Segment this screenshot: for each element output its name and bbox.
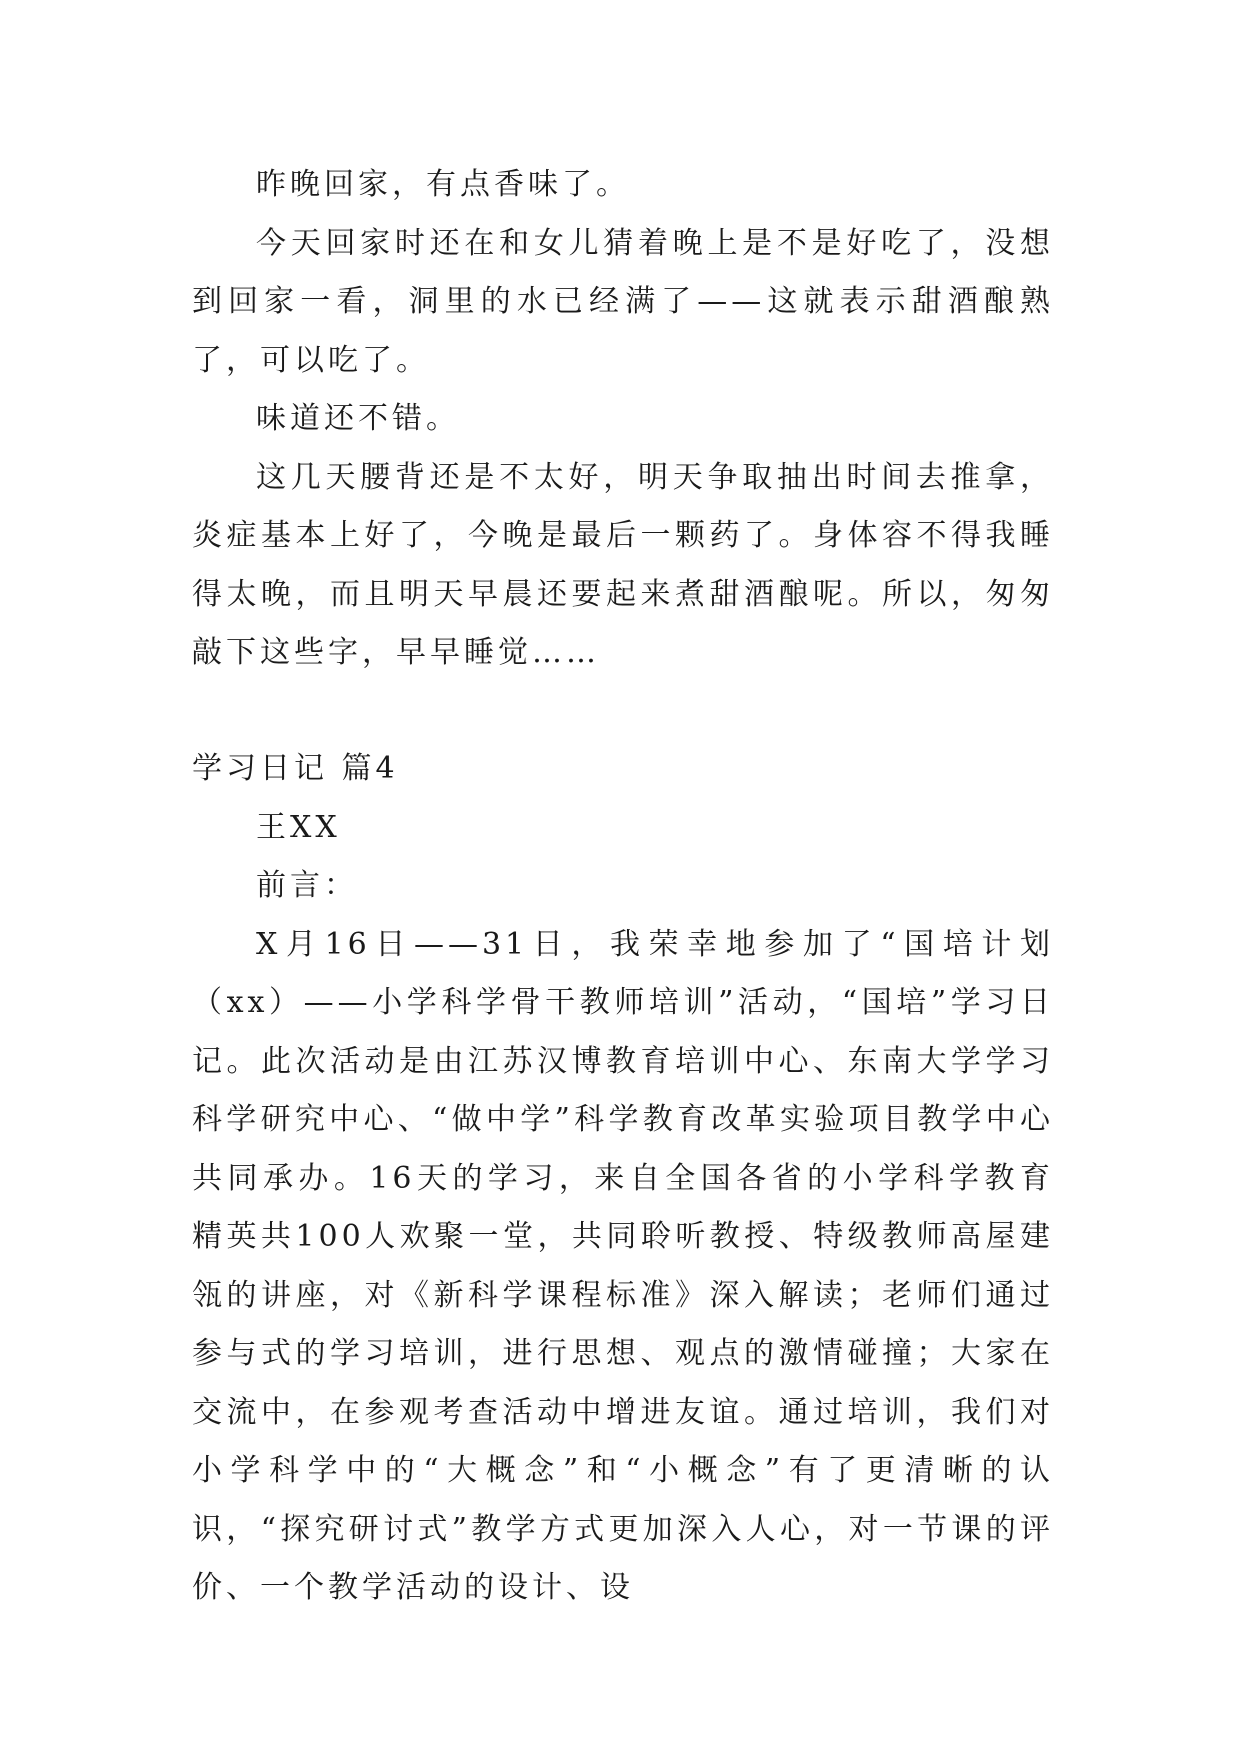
section-heading: 学习日记 篇4 — [192, 751, 399, 786]
paragraph: 这几天腰背还是不太好，明天争取抽出时间去推拿，炎症基本上好了，今晚是最后一颗药了。身体容不得我睡得太晚，而且明天早晨还要起来煮甜酒酿呢。所以，匆匆敲下这些字，早早睡觉…… — [192, 459, 1054, 670]
author-name: 王XX — [256, 809, 341, 845]
preface-label: 前言： — [256, 868, 358, 903]
diary-entry-text — [192, 156, 1054, 683]
study-diary-section — [192, 740, 1054, 1618]
paragraph: 今天回家时还在和女儿猜着晚上是不是好吃了，没想到回家一看，洞里的水已经满了——这就表示甜酒酿熟了，可以吃了。 — [192, 225, 1054, 378]
body-paragraph: X月16日——31日，我荣幸地参加了“国培计划（xx）——小学科学骨干教师培训”活动，“国培”学习日记。此次活动是由江苏汉博教育培训中心、东南大学学习科学研究中心、“做中学”科学教育改革实验项目教学中心共同承办。16天的学习，来自全国各省的小学科学教育精英共100人欢聚一堂，共同聆听教授、特级教师高屋建瓴的讲座，对《新科学课程标准》深入解读；老师们通过参与式的学习培训，进行思想、观点的激情碰撞；大家在交流中，在参观考查活动中增进友谊。通过培训，我们对小学科学中的“大概念”和“小概念”有了更清晰的认识，“探究研讨式”教学方式更加深入人心，对一节课的评价、一个教学活动的设计、设 — [192, 926, 1054, 1605]
paragraph: 昨晚回家，有点香味了。 — [256, 167, 630, 202]
paragraph: 味道还不错。 — [256, 401, 460, 436]
